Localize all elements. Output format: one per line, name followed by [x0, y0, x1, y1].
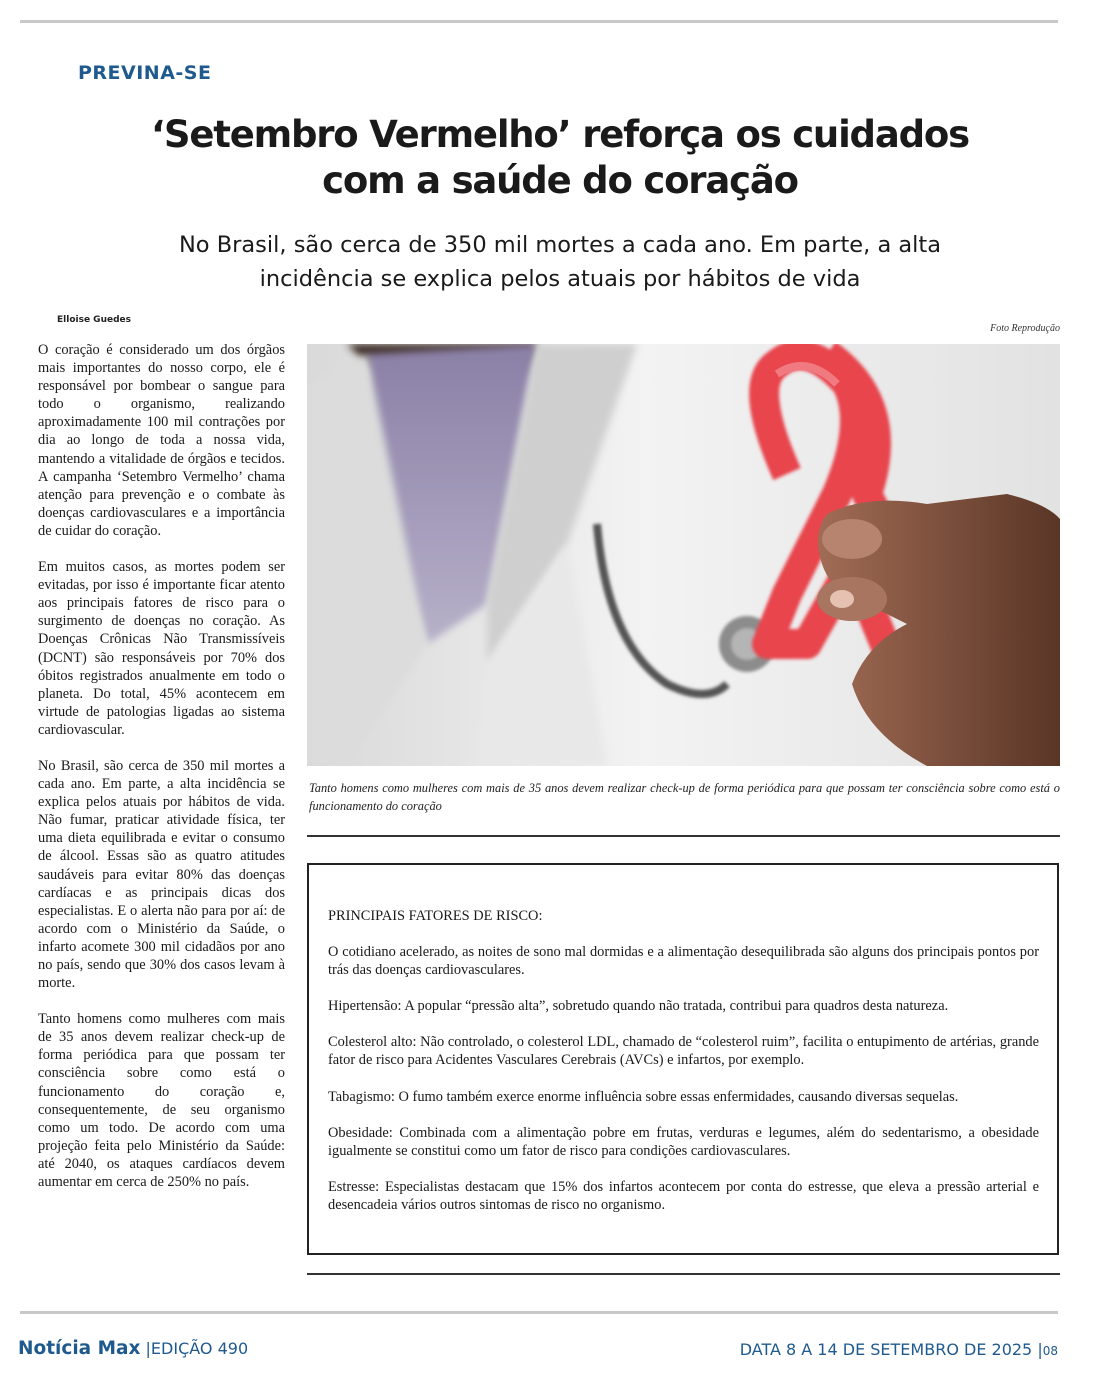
body-paragraph: No Brasil, são cerca de 350 mil mortes a cada ano. Em parte, a alta incidência se explica pelos atuais por hábitos de vida. Não fumar, praticar atividade física, ter uma dieta equilibrada e evitar o consumo de álcool. Essas são as quatro atitudes saudáveis para evitar 80% das doenças cardíacas e as principais dicas dos especialistas. E o alerta não para por aí: de acordo com o Ministério da Saúde, o infarto acomete 300 mil cidadãos por ano no país, sendo que 30% dos casos levam à morte. — [38, 757, 285, 992]
box-item: Obesidade: Combinada com a alimentação pobre em frutas, verduras e legumes, além do sedentarismo, a obesidade igualmente se constitui como um fator de risco para condições cardiovasculares. — [328, 1124, 1039, 1159]
box-item: Hipertensão: A popular “pressão alta”, sobretudo quando não tratada, contribui para quadros desta natureza. — [328, 998, 949, 1015]
box-item: Colesterol alto: Não controlado, o colesterol LDL, chamado de “colesterol ruim”, facilita o entupimento de artérias, grande fator de risco para Acidentes Vasculares Cerebrais (AVCs) e infartos, por exemplo. — [328, 1034, 1039, 1069]
footer-rule — [20, 1311, 1058, 1314]
box-bottom-rule — [307, 1273, 1060, 1275]
footer-date — [740, 1340, 1058, 1359]
brand-name: Notícia Max — [18, 1338, 141, 1359]
page-separator: | — [1037, 1340, 1043, 1359]
body-paragraph: Em muitos casos, as mortes podem ser evitadas, por isso é importante ficar atento aos principais fatores de risco para o surgimento de doenças no coração. As Doenças Crônicas Não Transmissíveis (DCNT) são responsáveis por 70% dos óbitos registrados anualmente em todo o planeta. Do total, 45% acontecem em virtude de patologias ligadas ao sistema cardiovascular. — [38, 559, 285, 738]
headline — [140, 112, 980, 204]
red-ribbon-illustration — [307, 344, 1060, 766]
headline-line-1: ‘Setembro Vermelho’ reforça os cuidados — [151, 113, 969, 156]
red-ribbon-photo — [307, 344, 1060, 766]
caption-rule — [307, 835, 1060, 837]
box-title: PRINCIPAIS FATORES DE RISCO: — [328, 908, 543, 924]
body-paragraph: O coração é considerado um dos órgãos mais importantes do nosso corpo, ele é responsável por bombear o sangue para todo o organismo, realizando aproximadamente 100 mil contrações por dia ao longo de toda a nossa vida, mantendo a vitalidade de órgãos e tecidos. A campanha ‘Setembro Vermelho’ chama atenção para prevenção e o combate às doenças cardiovasculares e a importância de cuidar do coração. — [38, 342, 285, 539]
byline: Elloise Guedes — [57, 315, 131, 325]
article-body — [38, 341, 285, 1209]
box-item: O cotidiano acelerado, as noites de sono mal dormidas e a alimentação desequilibrada são alguns dos principais pontos por trás das doenças cardiovasculares. — [328, 944, 1039, 979]
headline-line-2: com a saúde do coração — [322, 159, 798, 202]
page-number: 08 — [1042, 1344, 1058, 1358]
deck-subtitle: No Brasil, são cerca de 350 mil mortes a cada ano. Em parte, a alta incidência se explica pelos atuais por hábitos de vida — [178, 232, 942, 292]
box-item: Estresse: Especialistas destacam que 15% dos infartos acontecem por conta do estresse, que eleva a pressão arterial e desencadeia vários outros sintomas de risco no organismo. — [328, 1178, 1039, 1213]
issue-date: DATA 8 A 14 DE SETEMBRO DE 2025 — [739, 1340, 1033, 1359]
box-item: Tabagismo: O fumo também exerce enorme influência sobre essas enfermidades, causando diversas sequelas. — [328, 1088, 959, 1105]
footer-brand — [18, 1338, 248, 1359]
section-tag: PREVINA-SE — [78, 62, 212, 84]
edition-number: |EDIÇÃO 490 — [145, 1339, 249, 1358]
top-rule — [20, 20, 1058, 23]
photo-credit: Foto Reprodução — [990, 323, 1060, 334]
body-paragraph: Tanto homens como mulheres com mais de 35 anos devem realizar check-up de forma periódica para que possam ter consciência sobre como está o funcionamento do coração e, consequentemente, de seu organismo como um todo. De acordo com uma projeção feita pelo Ministério da Saúde: até 2040, os ataques cardíacos devem aumentar em cerca de 250% no país. — [38, 1011, 285, 1191]
risk-factors-box — [307, 863, 1059, 1255]
photo-caption: Tanto homens como mulheres com mais de 35 anos devem realizar check-up de forma periódica para que possam ter consciência sobre como está o funcionamento do coração — [309, 781, 1060, 813]
